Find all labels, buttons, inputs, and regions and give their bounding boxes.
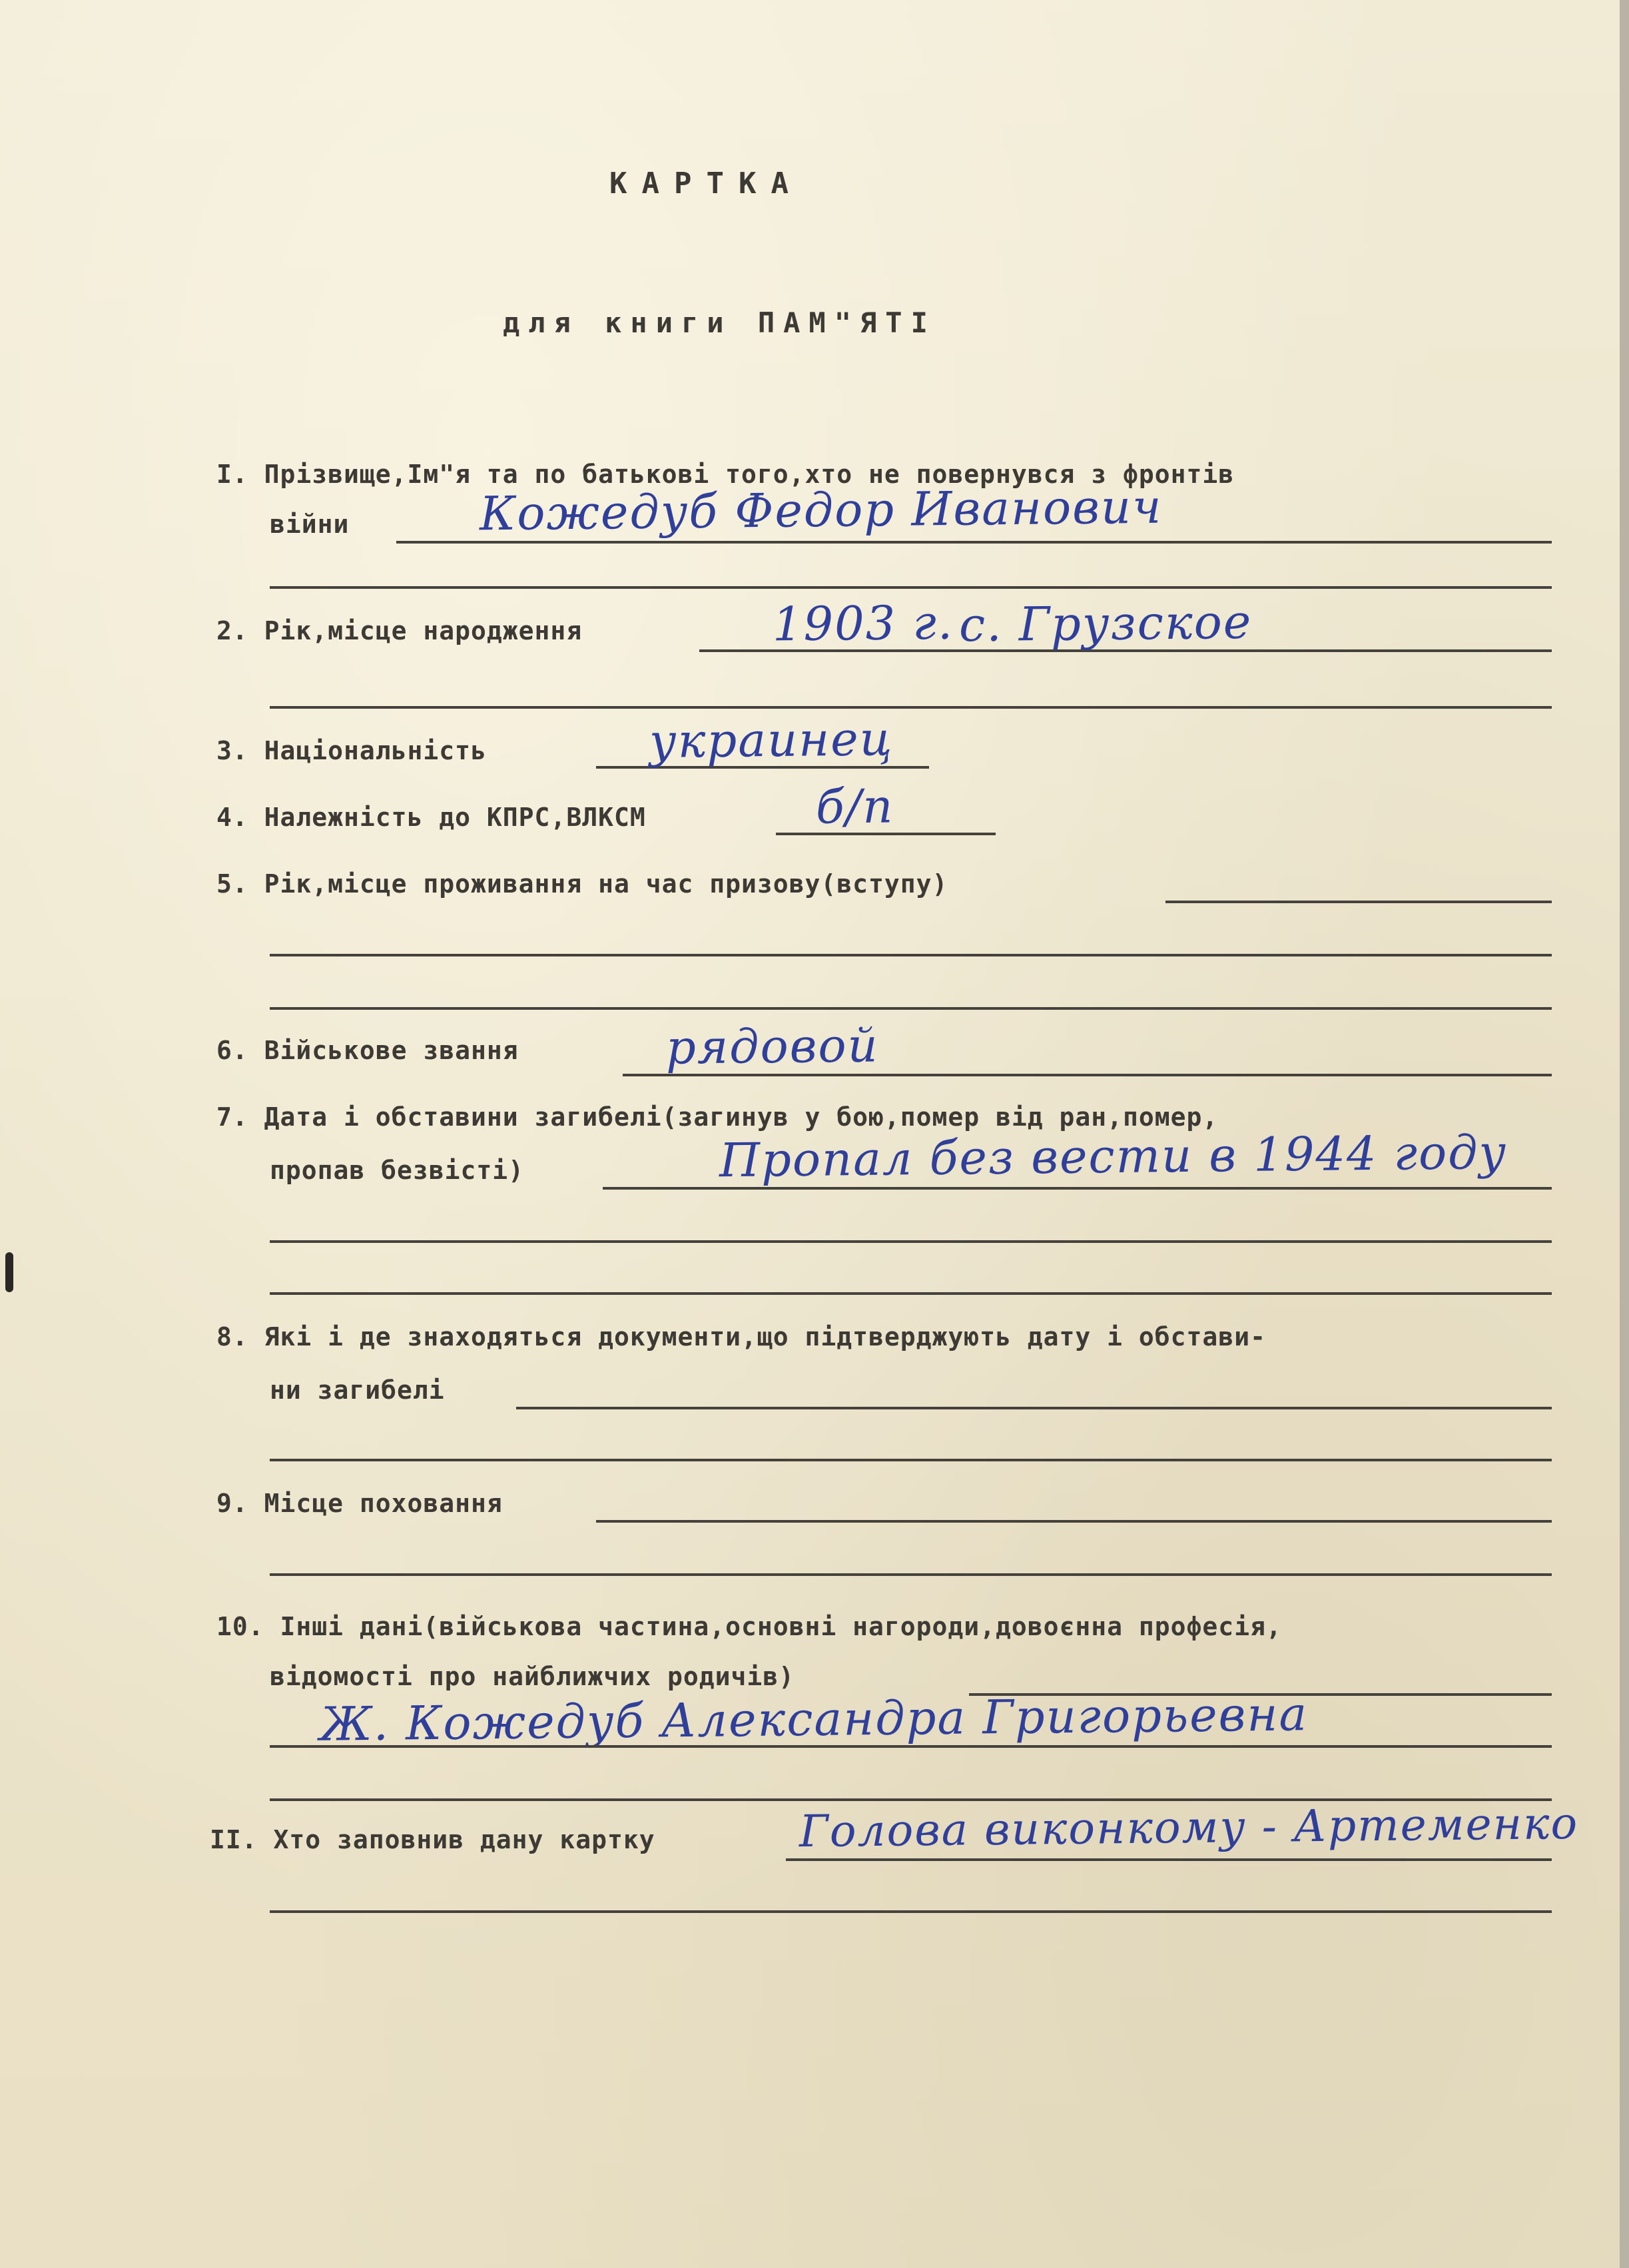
field-1-label-line1: І. Прізвище,Ім"я та по батькові того,хто не повернувся з фронтів [216,460,1235,489]
field-10-label-line2: відомості про найближчих родичів) [270,1662,795,1691]
field-4-label: 4. Належність до КПРС,ВЛКСМ [216,803,646,832]
field-3-value: украинец [649,711,894,769]
field-6-blank-line [623,1074,1552,1076]
card-subtitle: для книги ПАМ"ЯТІ [503,306,936,339]
field-2-blank-line-2 [270,706,1552,709]
card-title: КАРТКА [609,167,803,200]
field-7-blank-line-2 [270,1240,1552,1243]
field-1-blank-line-2 [270,586,1552,589]
field-2-value-year: 1903 г. [772,595,954,652]
field-9-blank-line-1 [596,1520,1552,1523]
edge-ink-mark [5,1252,13,1292]
field-1-value: Кожедуб Федор Иванович [479,479,1163,542]
field-5-blank-line-2 [270,954,1552,956]
field-10-label-line1: 10. Інші дані(військова частина,основні нагороди,довоєнна професія, [216,1612,1282,1641]
field-9-blank-line-2 [270,1573,1552,1576]
field-8-blank-line-1 [516,1407,1552,1409]
field-10-value: Ж. Кожедуб Александра Григорьевна [319,1687,1309,1752]
field-8-blank-line-2 [270,1459,1552,1461]
field-2-label: 2. Рік,місце народження [216,616,583,645]
field-7-label-line2: пропав безвісті) [270,1156,525,1185]
field-9-label: 9. Місце поховання [216,1489,503,1518]
field-10-blank-line-2 [270,1745,1552,1748]
field-2-value-place: с. Грузское [958,594,1253,653]
field-7-value: Пропал без вести в 1944 году [719,1124,1508,1188]
field-11-blank-line-1 [786,1858,1552,1861]
field-6-label: 6. Військове звання [216,1036,519,1065]
field-11-value: Голова виконкому - Артеменко [799,1797,1579,1858]
field-5-blank-line-3 [270,1007,1552,1010]
field-5-blank-line-1 [1165,901,1552,903]
field-1-label-line2: війни [270,510,350,539]
field-7-label-line1: 7. Дата і обставини загибелі(загинув у бою,помер від ран,помер, [216,1102,1219,1132]
field-5-label: 5. Рік,місце проживання на час призову(вступу) [216,869,948,899]
field-3-label: 3. Національність [216,736,487,765]
field-7-blank-line-3 [270,1292,1552,1295]
field-8-label-line1: 8. Які і де знаходяться документи,що підтверджують дату і обстави- [216,1322,1266,1351]
field-8-label-line2: ни загибелі [270,1375,445,1405]
field-11-label: ІІ. Хто заповнив дану картку [210,1825,655,1854]
field-4-value: б/п [815,779,894,835]
field-11-blank-line-2 [270,1910,1552,1913]
field-6-value: рядовой [665,1018,880,1075]
field-1-blank-line-1 [396,541,1552,544]
